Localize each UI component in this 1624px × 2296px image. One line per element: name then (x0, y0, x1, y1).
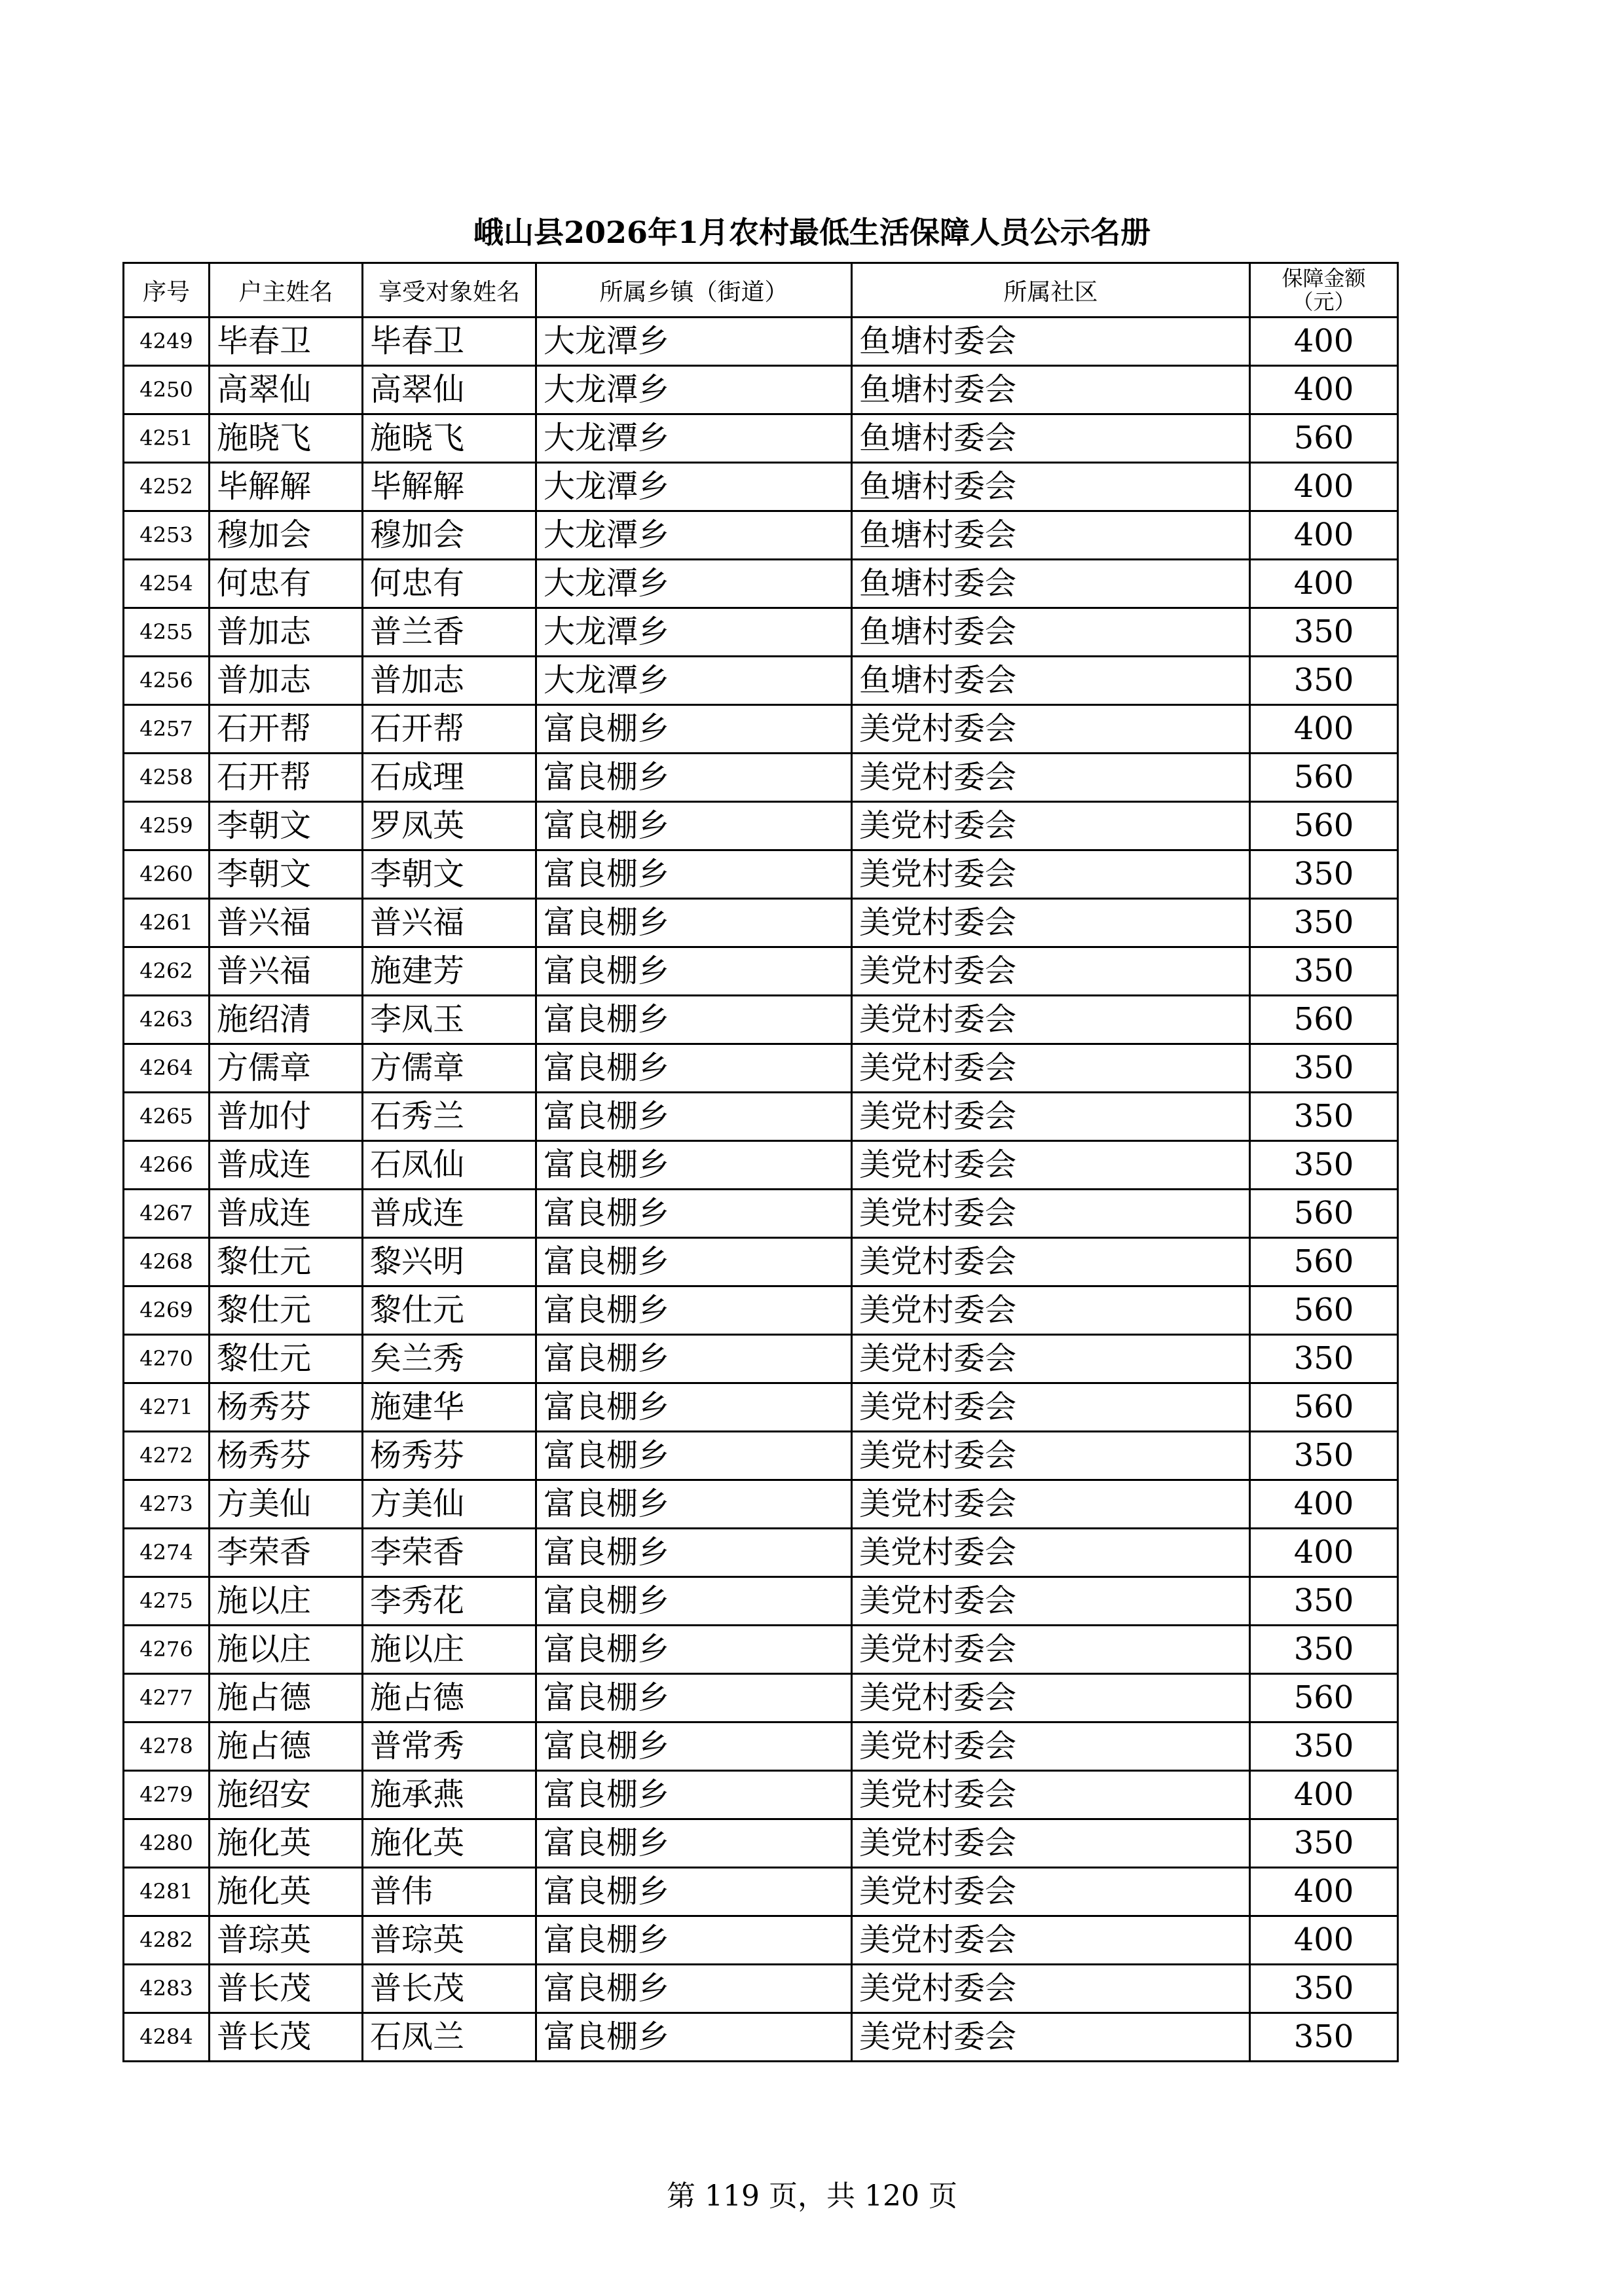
cell-community: 美党村委会 (852, 1771, 1250, 1819)
cell-amount: 400 (1250, 560, 1398, 608)
cell-serial-no: 4275 (124, 1577, 210, 1626)
cell-amount: 350 (1250, 850, 1398, 899)
table-row (124, 1238, 1398, 1286)
header-town: 所属乡镇（街道） (536, 263, 852, 318)
table-row (124, 1432, 1398, 1480)
cell-amount: 400 (1250, 1771, 1398, 1819)
cell-amount: 400 (1250, 1480, 1398, 1529)
cell-community: 美党村委会 (852, 899, 1250, 947)
cell-household-head: 施以庄 (210, 1577, 363, 1626)
cell-town: 大龙潭乡 (536, 414, 852, 463)
cell-community: 美党村委会 (852, 1529, 1250, 1577)
cell-serial-no: 4280 (124, 1819, 210, 1868)
cell-amount: 560 (1250, 996, 1398, 1044)
table-row (124, 1335, 1398, 1383)
cell-household-head: 施化英 (210, 1868, 363, 1916)
header-amount-line2: （元） (1292, 289, 1356, 314)
table-row (124, 1674, 1398, 1722)
cell-town: 大龙潭乡 (536, 657, 852, 705)
cell-town: 富良棚乡 (536, 802, 852, 850)
table-row (124, 1916, 1398, 1965)
cell-community: 美党村委会 (852, 802, 1250, 850)
cell-amount: 400 (1250, 1868, 1398, 1916)
cell-beneficiary: 石开帮 (363, 705, 536, 754)
cell-household-head: 何忠有 (210, 560, 363, 608)
cell-community: 美党村委会 (852, 1190, 1250, 1238)
cell-household-head: 普加付 (210, 1093, 363, 1141)
table-row (124, 947, 1398, 996)
cell-community: 美党村委会 (852, 1335, 1250, 1383)
cell-community: 美党村委会 (852, 1626, 1250, 1674)
cell-household-head: 普兴福 (210, 899, 363, 947)
cell-town: 富良棚乡 (536, 1190, 852, 1238)
cell-town: 富良棚乡 (536, 899, 852, 947)
cell-town: 大龙潭乡 (536, 608, 852, 657)
cell-amount: 400 (1250, 1916, 1398, 1965)
cell-beneficiary: 何忠有 (363, 560, 536, 608)
cell-amount: 350 (1250, 1335, 1398, 1383)
cell-beneficiary: 方儒章 (363, 1044, 536, 1093)
cell-community: 鱼塘村委会 (852, 463, 1250, 511)
cell-household-head: 黎仕元 (210, 1335, 363, 1383)
cell-beneficiary: 普兴福 (363, 899, 536, 947)
cell-household-head: 杨秀芬 (210, 1432, 363, 1480)
cell-beneficiary: 普琮英 (363, 1916, 536, 1965)
cell-household-head: 毕春卫 (210, 318, 363, 366)
cell-household-head: 施绍清 (210, 996, 363, 1044)
cell-community: 美党村委会 (852, 1965, 1250, 2013)
cell-household-head: 普加志 (210, 657, 363, 705)
header-amount-line1: 保障金额 (1282, 266, 1366, 291)
cell-beneficiary: 石成理 (363, 754, 536, 802)
cell-beneficiary: 杨秀芬 (363, 1432, 536, 1480)
table-row (124, 1383, 1398, 1432)
cell-town: 大龙潭乡 (536, 318, 852, 366)
cell-household-head: 普长茂 (210, 2013, 363, 2062)
cell-community: 美党村委会 (852, 1868, 1250, 1916)
cell-amount: 350 (1250, 1093, 1398, 1141)
cell-beneficiary: 普成连 (363, 1190, 536, 1238)
cell-serial-no: 4267 (124, 1190, 210, 1238)
cell-community: 鱼塘村委会 (852, 657, 1250, 705)
cell-amount: 560 (1250, 754, 1398, 802)
cell-serial-no: 4283 (124, 1965, 210, 2013)
cell-serial-no: 4264 (124, 1044, 210, 1093)
cell-town: 大龙潭乡 (536, 560, 852, 608)
cell-community: 美党村委会 (852, 947, 1250, 996)
cell-amount: 400 (1250, 511, 1398, 560)
cell-amount: 350 (1250, 1722, 1398, 1771)
cell-beneficiary: 施建华 (363, 1383, 536, 1432)
cell-amount: 350 (1250, 1432, 1398, 1480)
cell-amount: 400 (1250, 318, 1398, 366)
cell-beneficiary: 石凤仙 (363, 1141, 536, 1190)
cell-amount: 350 (1250, 2013, 1398, 2062)
table-row (124, 1868, 1398, 1916)
cell-beneficiary: 李秀花 (363, 1577, 536, 1626)
cell-amount: 350 (1250, 1965, 1398, 2013)
cell-beneficiary: 普长茂 (363, 1965, 536, 2013)
cell-amount: 560 (1250, 414, 1398, 463)
cell-beneficiary: 施以庄 (363, 1626, 536, 1674)
table-row (124, 560, 1398, 608)
cell-community: 鱼塘村委会 (852, 608, 1250, 657)
document-title: 峨山县2026年1月农村最低生活保障人员公示名册 (473, 215, 1151, 250)
cell-community: 美党村委会 (852, 1480, 1250, 1529)
cell-community: 美党村委会 (852, 705, 1250, 754)
table-row (124, 1626, 1398, 1674)
cell-serial-no: 4263 (124, 996, 210, 1044)
cell-community: 美党村委会 (852, 1819, 1250, 1868)
cell-household-head: 高翠仙 (210, 366, 363, 414)
cell-town: 富良棚乡 (536, 1238, 852, 1286)
cell-serial-no: 4279 (124, 1771, 210, 1819)
cell-town: 富良棚乡 (536, 1771, 852, 1819)
cell-amount: 350 (1250, 1577, 1398, 1626)
cell-household-head: 穆加会 (210, 511, 363, 560)
cell-beneficiary: 黎兴明 (363, 1238, 536, 1286)
header-household-head: 户主姓名 (210, 263, 363, 318)
page-footer: 第 119 页，共 120 页 (667, 2179, 957, 2213)
cell-town: 富良棚乡 (536, 1819, 852, 1868)
cell-amount: 350 (1250, 1141, 1398, 1190)
cell-household-head: 李朝文 (210, 850, 363, 899)
cell-serial-no: 4271 (124, 1383, 210, 1432)
cell-community: 美党村委会 (852, 1141, 1250, 1190)
cell-amount: 400 (1250, 463, 1398, 511)
cell-household-head: 普琮英 (210, 1916, 363, 1965)
cell-household-head: 李朝文 (210, 802, 363, 850)
table-row (124, 1190, 1398, 1238)
table-row (124, 2013, 1398, 2062)
cell-beneficiary: 石秀兰 (363, 1093, 536, 1141)
cell-amount: 400 (1250, 1529, 1398, 1577)
cell-town: 富良棚乡 (536, 1432, 852, 1480)
cell-household-head: 黎仕元 (210, 1238, 363, 1286)
cell-serial-no: 4262 (124, 947, 210, 996)
cell-beneficiary: 施建芳 (363, 947, 536, 996)
cell-community: 美党村委会 (852, 1093, 1250, 1141)
cell-serial-no: 4257 (124, 705, 210, 754)
cell-serial-no: 4259 (124, 802, 210, 850)
cell-amount: 400 (1250, 705, 1398, 754)
cell-amount: 350 (1250, 899, 1398, 947)
cell-household-head: 毕解解 (210, 463, 363, 511)
cell-amount: 350 (1250, 1044, 1398, 1093)
table-row (124, 705, 1398, 754)
cell-town: 富良棚乡 (536, 1916, 852, 1965)
table-row (124, 463, 1398, 511)
cell-town: 富良棚乡 (536, 1286, 852, 1335)
cell-beneficiary: 普伟 (363, 1868, 536, 1916)
table-row (124, 754, 1398, 802)
cell-serial-no: 4256 (124, 657, 210, 705)
cell-amount: 350 (1250, 1819, 1398, 1868)
cell-serial-no: 4274 (124, 1529, 210, 1577)
cell-community: 鱼塘村委会 (852, 318, 1250, 366)
cell-community: 鱼塘村委会 (852, 560, 1250, 608)
cell-beneficiary: 毕春卫 (363, 318, 536, 366)
table-row (124, 366, 1398, 414)
cell-town: 大龙潭乡 (536, 463, 852, 511)
cell-serial-no: 4281 (124, 1868, 210, 1916)
table-row (124, 511, 1398, 560)
cell-household-head: 施晓飞 (210, 414, 363, 463)
cell-community: 美党村委会 (852, 2013, 1250, 2062)
cell-household-head: 方美仙 (210, 1480, 363, 1529)
cell-town: 大龙潭乡 (536, 366, 852, 414)
cell-town: 富良棚乡 (536, 1626, 852, 1674)
cell-serial-no: 4251 (124, 414, 210, 463)
cell-household-head: 黎仕元 (210, 1286, 363, 1335)
cell-beneficiary: 黎仕元 (363, 1286, 536, 1335)
cell-beneficiary: 矣兰秀 (363, 1335, 536, 1383)
cell-beneficiary: 施承燕 (363, 1771, 536, 1819)
cell-amount: 350 (1250, 947, 1398, 996)
cell-beneficiary: 施化英 (363, 1819, 536, 1868)
cell-serial-no: 4254 (124, 560, 210, 608)
header-serial-no: 序号 (124, 263, 210, 318)
cell-community: 美党村委会 (852, 1432, 1250, 1480)
cell-community: 美党村委会 (852, 996, 1250, 1044)
cell-serial-no: 4252 (124, 463, 210, 511)
cell-serial-no: 4253 (124, 511, 210, 560)
cell-serial-no: 4272 (124, 1432, 210, 1480)
table-row (124, 1093, 1398, 1141)
cell-beneficiary: 李朝文 (363, 850, 536, 899)
cell-serial-no: 4269 (124, 1286, 210, 1335)
cell-serial-no: 4258 (124, 754, 210, 802)
cell-beneficiary: 李荣香 (363, 1529, 536, 1577)
table-row (124, 899, 1398, 947)
cell-town: 富良棚乡 (536, 1141, 852, 1190)
cell-beneficiary: 罗凤英 (363, 802, 536, 850)
cell-serial-no: 4278 (124, 1722, 210, 1771)
table-row (124, 318, 1398, 366)
cell-serial-no: 4270 (124, 1335, 210, 1383)
cell-beneficiary: 毕解解 (363, 463, 536, 511)
cell-serial-no: 4250 (124, 366, 210, 414)
cell-town: 富良棚乡 (536, 996, 852, 1044)
cell-community: 美党村委会 (852, 1383, 1250, 1432)
table-row (124, 1286, 1398, 1335)
cell-household-head: 普兴福 (210, 947, 363, 996)
table-row (124, 414, 1398, 463)
cell-community: 鱼塘村委会 (852, 414, 1250, 463)
cell-community: 美党村委会 (852, 754, 1250, 802)
table-row (124, 1480, 1398, 1529)
cell-town: 富良棚乡 (536, 1093, 852, 1141)
cell-beneficiary: 高翠仙 (363, 366, 536, 414)
cell-household-head: 石开帮 (210, 754, 363, 802)
roster-table (122, 262, 1399, 2062)
cell-serial-no: 4276 (124, 1626, 210, 1674)
table-row (124, 1044, 1398, 1093)
cell-town: 富良棚乡 (536, 1044, 852, 1093)
cell-serial-no: 4277 (124, 1674, 210, 1722)
cell-household-head: 施以庄 (210, 1626, 363, 1674)
cell-beneficiary: 方美仙 (363, 1480, 536, 1529)
cell-household-head: 普加志 (210, 608, 363, 657)
cell-serial-no: 4261 (124, 899, 210, 947)
table-row (124, 1965, 1398, 2013)
cell-serial-no: 4284 (124, 2013, 210, 2062)
cell-town: 富良棚乡 (536, 1480, 852, 1529)
cell-serial-no: 4249 (124, 318, 210, 366)
cell-serial-no: 4260 (124, 850, 210, 899)
cell-household-head: 施绍安 (210, 1771, 363, 1819)
table-row (124, 1819, 1398, 1868)
cell-beneficiary: 穆加会 (363, 511, 536, 560)
cell-town: 富良棚乡 (536, 1722, 852, 1771)
cell-household-head: 李荣香 (210, 1529, 363, 1577)
cell-amount: 560 (1250, 1190, 1398, 1238)
cell-beneficiary: 施占德 (363, 1674, 536, 1722)
header-community: 所属社区 (852, 263, 1250, 318)
cell-amount: 400 (1250, 366, 1398, 414)
cell-beneficiary: 普常秀 (363, 1722, 536, 1771)
table-body (124, 318, 1398, 2062)
table-row (124, 657, 1398, 705)
cell-community: 鱼塘村委会 (852, 511, 1250, 560)
cell-community: 美党村委会 (852, 1044, 1250, 1093)
cell-amount: 560 (1250, 1286, 1398, 1335)
table-row (124, 1722, 1398, 1771)
cell-household-head: 施占德 (210, 1722, 363, 1771)
cell-community: 美党村委会 (852, 1674, 1250, 1722)
table-row (124, 608, 1398, 657)
cell-town: 富良棚乡 (536, 1965, 852, 2013)
cell-amount: 560 (1250, 1238, 1398, 1286)
cell-community: 美党村委会 (852, 850, 1250, 899)
cell-household-head: 杨秀芬 (210, 1383, 363, 1432)
cell-household-head: 石开帮 (210, 705, 363, 754)
cell-amount: 560 (1250, 802, 1398, 850)
cell-serial-no: 4265 (124, 1093, 210, 1141)
cell-town: 富良棚乡 (536, 850, 852, 899)
cell-community: 鱼塘村委会 (852, 366, 1250, 414)
cell-town: 富良棚乡 (536, 1577, 852, 1626)
table-row (124, 850, 1398, 899)
cell-household-head: 施占德 (210, 1674, 363, 1722)
cell-community: 美党村委会 (852, 1722, 1250, 1771)
cell-serial-no: 4273 (124, 1480, 210, 1529)
cell-amount: 560 (1250, 1383, 1398, 1432)
cell-town: 富良棚乡 (536, 754, 852, 802)
cell-household-head: 普成连 (210, 1190, 363, 1238)
table-row (124, 1771, 1398, 1819)
cell-beneficiary: 石凤兰 (363, 2013, 536, 2062)
cell-town: 大龙潭乡 (536, 511, 852, 560)
cell-serial-no: 4268 (124, 1238, 210, 1286)
cell-town: 富良棚乡 (536, 1383, 852, 1432)
cell-amount: 350 (1250, 608, 1398, 657)
cell-community: 美党村委会 (852, 1916, 1250, 1965)
cell-household-head: 普成连 (210, 1141, 363, 1190)
cell-town: 富良棚乡 (536, 1529, 852, 1577)
cell-household-head: 施化英 (210, 1819, 363, 1868)
table-row (124, 1141, 1398, 1190)
table-row (124, 1529, 1398, 1577)
cell-town: 富良棚乡 (536, 1868, 852, 1916)
cell-beneficiary: 普加志 (363, 657, 536, 705)
cell-community: 美党村委会 (852, 1577, 1250, 1626)
cell-serial-no: 4255 (124, 608, 210, 657)
cell-town: 富良棚乡 (536, 1335, 852, 1383)
cell-amount: 350 (1250, 657, 1398, 705)
cell-household-head: 方儒章 (210, 1044, 363, 1093)
cell-household-head: 普长茂 (210, 1965, 363, 2013)
cell-beneficiary: 施晓飞 (363, 414, 536, 463)
cell-serial-no: 4282 (124, 1916, 210, 1965)
header-beneficiary: 享受对象姓名 (363, 263, 536, 318)
cell-town: 富良棚乡 (536, 705, 852, 754)
table-row (124, 802, 1398, 850)
cell-community: 美党村委会 (852, 1238, 1250, 1286)
cell-town: 富良棚乡 (536, 947, 852, 996)
cell-town: 富良棚乡 (536, 2013, 852, 2062)
table-header-row (124, 263, 1398, 318)
cell-amount: 560 (1250, 1674, 1398, 1722)
cell-community: 美党村委会 (852, 1286, 1250, 1335)
cell-amount: 350 (1250, 1626, 1398, 1674)
cell-serial-no: 4266 (124, 1141, 210, 1190)
header-amount (1250, 263, 1398, 318)
table-row (124, 1577, 1398, 1626)
cell-beneficiary: 普兰香 (363, 608, 536, 657)
table-row (124, 996, 1398, 1044)
cell-beneficiary: 李凤玉 (363, 996, 536, 1044)
cell-town: 富良棚乡 (536, 1674, 852, 1722)
